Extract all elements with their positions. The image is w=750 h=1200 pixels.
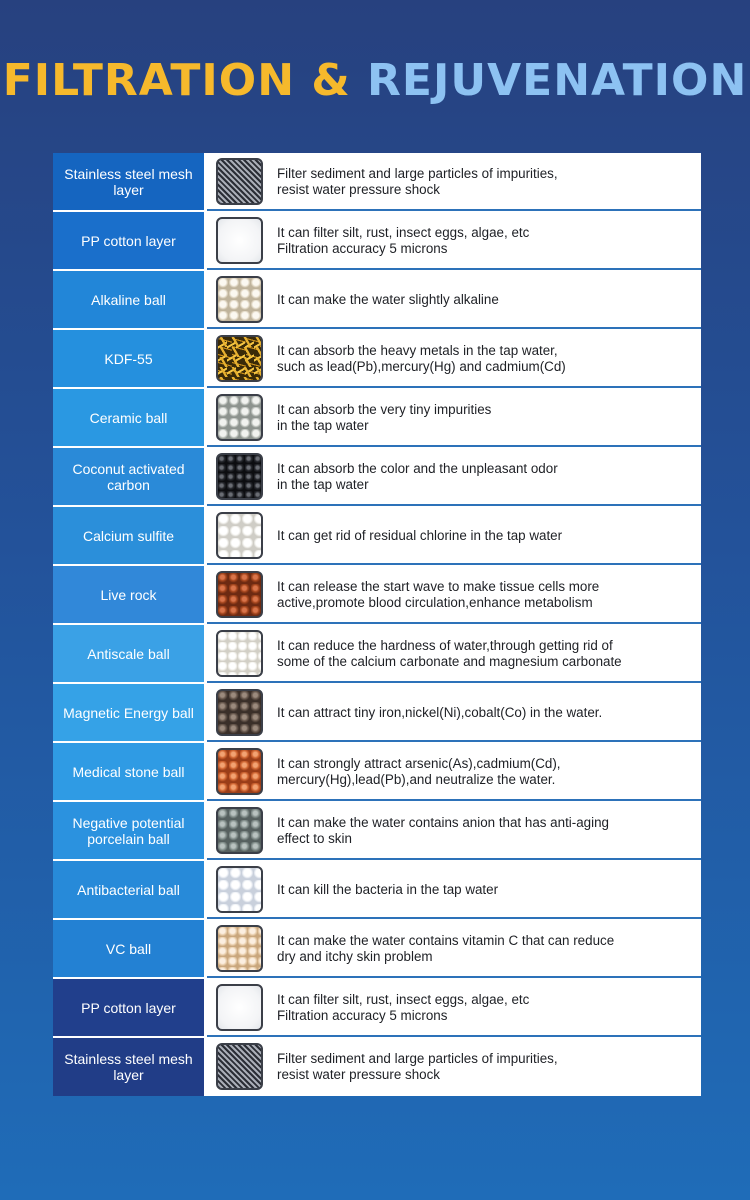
table-row [53,743,701,802]
ceramic-ball-icon [216,394,263,441]
title-part-1: FILTRATION & [2,55,351,106]
alkaline-ball-icon [216,276,263,323]
row-divider [207,799,701,801]
layer-name: PP cotton layer [53,979,204,1036]
antiscale-ball-icon [216,630,263,677]
layer-description: It can make the water slightly alkaline [277,291,499,307]
row-divider [207,622,701,624]
row-divider [207,1035,701,1037]
layer-description: It can make the water contains anion that has anti-aging effect to skin [277,814,609,846]
table-row [53,153,701,212]
table-row [53,861,701,920]
layer-name: Live rock [53,566,204,623]
row-divider [207,681,701,683]
row-divider [207,858,701,860]
row-divider [207,976,701,978]
table-row [53,507,701,566]
row-divider [207,327,701,329]
layer-description: It can release the start wave to make tissue cells more active,promote blood circulation,enhance metabolism [277,578,600,610]
layer-name: KDF-55 [53,330,204,387]
layer-name: Stainless steel mesh layer [53,153,204,210]
layer-description: It can strongly attract arsenic(As),cadmium(Cd), mercury(Hg),lead(Pb),and neutralize the water. [277,755,561,787]
filtration-table [53,153,701,1096]
layer-name: Magnetic Energy ball [53,684,204,741]
row-divider [207,445,701,447]
table-row [53,212,701,271]
layer-description: It can absorb the color and the unpleasant odor in the tap water [277,460,558,492]
row-divider [207,386,701,388]
carbon-icon [216,453,263,500]
vc-ball-icon [216,925,263,972]
layer-description: It can absorb the heavy metals in the tap water, such as lead(Pb),mercury(Hg) and cadmium(Cd) [277,342,566,374]
layer-name: Calcium sulfite [53,507,204,564]
layer-description: It can reduce the hardness of water,through getting rid of some of the calcium carbonate and magnesium carbonate [277,637,622,669]
live-rock-icon [216,571,263,618]
layer-description: Filter sediment and large particles of impurities, resist water pressure shock [277,1050,558,1082]
layer-description: It can absorb the very tiny impurities in the tap water [277,401,492,433]
page-title [0,55,750,106]
layer-name: Coconut activated carbon [53,448,204,505]
row-divider [207,563,701,565]
cotton-icon [216,217,263,264]
cotton-icon [216,984,263,1031]
mesh-icon [216,158,263,205]
antibacterial-ball-icon [216,866,263,913]
layer-name: Antibacterial ball [53,861,204,918]
layer-name: Negative potential porcelain ball [53,802,204,859]
row-divider [207,917,701,919]
kdf-icon [216,335,263,382]
medical-stone-icon [216,748,263,795]
layer-name: Antiscale ball [53,625,204,682]
row-divider [207,504,701,506]
table-row [53,625,701,684]
table-row [53,389,701,448]
table-row [53,330,701,389]
table-row [53,684,701,743]
layer-description: It can filter silt, rust, insect eggs, algae, etc Filtration accuracy 5 microns [277,224,530,256]
table-row [53,920,701,979]
magnetic-ball-icon [216,689,263,736]
layer-name: PP cotton layer [53,212,204,269]
mesh-icon [216,1043,263,1090]
layer-description: Filter sediment and large particles of impurities, resist water pressure shock [277,165,558,197]
table-row [53,271,701,330]
layer-description: It can kill the bacteria in the tap water [277,881,499,897]
layer-name: Ceramic ball [53,389,204,446]
table-row [53,979,701,1038]
porcelain-ball-icon [216,807,263,854]
layer-name: Stainless steel mesh layer [53,1038,204,1096]
layer-name: Medical stone ball [53,743,204,800]
layer-description: It can get rid of residual chlorine in the tap water [277,527,563,543]
layer-description: It can filter silt, rust, insect eggs, algae, etc Filtration accuracy 5 microns [277,991,530,1023]
layer-name: VC ball [53,920,204,977]
title-part-2: REJUVENATION [367,55,748,106]
table-row [53,1038,701,1097]
row-divider [207,268,701,270]
layer-description: It can attract tiny iron,nickel(Ni),cobalt(Co) in the water. [277,704,603,720]
row-divider [207,740,701,742]
row-divider [207,209,701,211]
table-row [53,566,701,625]
table-row [53,802,701,861]
layer-description: It can make the water contains vitamin C that can reduce dry and itchy skin problem [277,932,615,964]
table-row [53,448,701,507]
calcium-sulfite-icon [216,512,263,559]
layer-name: Alkaline ball [53,271,204,328]
